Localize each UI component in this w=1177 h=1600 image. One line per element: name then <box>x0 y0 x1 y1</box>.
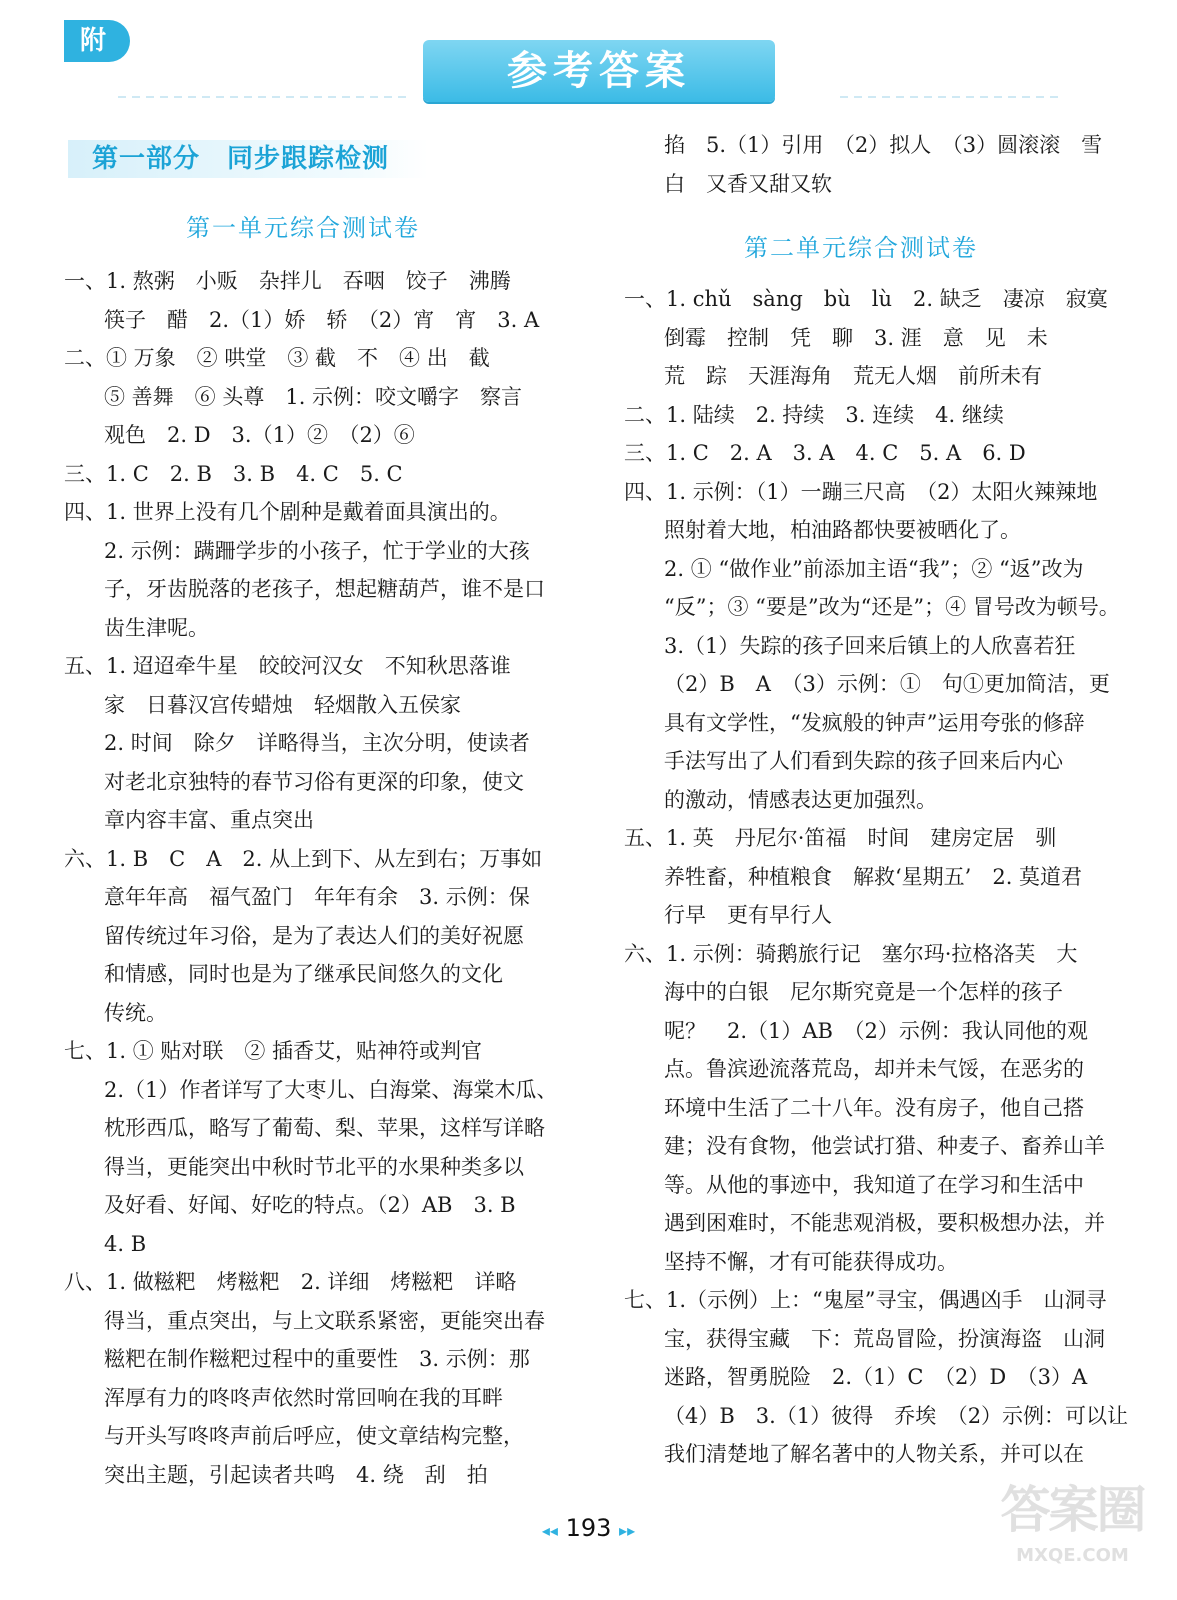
answer-line: 得当，更能突出中秋时节北平的水果种类多以 <box>104 1154 524 1179</box>
answer-line: （2）B A （3）示例：① 句①更加简洁，更 <box>664 672 1110 696</box>
answer-line: 及好看、好闻、好吃的特点。（2）AB 3. B <box>104 1193 516 1217</box>
answer-line: 和情感，同时也是为了继承民间悠久的文化 <box>104 962 503 986</box>
answer-line: 三、1. C 2. A 3. A 4. C 5. A 6. D <box>624 441 1026 465</box>
answer-line: 糍粑在制作糍粑过程中的重要性 3. 示例：那 <box>104 1347 530 1371</box>
answer-line: 意年年高 福气盈门 年年有余 3. 示例：保 <box>104 885 530 909</box>
answer-line: 章内容丰富、重点突出 <box>104 808 314 832</box>
prev-arrows-icon: ◂◂ <box>541 1521 558 1540</box>
answer-line: “反”；③ “要是”改为“还是”；④ 冒号改为顿号。 <box>664 595 1120 619</box>
page-title: 参考答案 <box>507 48 691 94</box>
left-column <box>64 262 576 1494</box>
right-top-column <box>624 126 1136 203</box>
answer-line: 子，牙齿脱落的老孩子，想起糖葫芦，谁不是口 <box>104 577 545 601</box>
answer-line: 与开头写咚咚声前后呼应，使文章结构完整， <box>104 1424 524 1448</box>
right-column <box>624 280 1136 1474</box>
answer-line: 掐 5.（1）引用 （2）拟人 （3）圆滚滚 雪 <box>664 133 1103 157</box>
answer-line: 突出主题，引起读者共鸣 4. 绕 刮 拍 <box>104 1462 488 1487</box>
answer-line: 等。从他的事迹中，我知道了在学习和生活中 <box>664 1172 1084 1197</box>
answer-line: 照射着大地，柏油路都快要被晒化了。 <box>664 518 1021 542</box>
answer-line: 2.（1）作者详写了大枣儿、白海棠、海棠木瓜、 <box>104 1077 558 1102</box>
answer-line: 传统。 <box>104 1000 167 1025</box>
answer-line: （4）B 3.（1）彼得 乔埃 （2）示例：可以让 <box>664 1403 1129 1428</box>
answer-line: 行早 更有早行人 <box>664 903 832 927</box>
answer-line: 浑厚有力的咚咚声依然时常回响在我的耳畔 <box>104 1385 503 1410</box>
answer-line: 八、1. 做糍粑 烤糍粑 2. 详细 烤糍粑 详略 <box>64 1270 517 1294</box>
answer-line: 齿生津呢。 <box>104 615 209 640</box>
watermark-site: MXQE.COM <box>1016 1545 1129 1566</box>
answer-line: 观色 2. D 3.（1）② （2）⑥ <box>104 423 415 447</box>
answer-line: 迷路，智勇脱险 2.（1）C （2）D （3）A <box>664 1365 1088 1389</box>
answer-line: 点。鲁滨逊流落荒岛，却并未气馁，在恶劣的 <box>664 1057 1084 1081</box>
answer-line: 二、① 万象 ② 哄堂 ③ 截 不 ④ 出 截 <box>64 346 490 370</box>
answer-line: 2. 时间 除夕 详略得当，主次分明，使读者 <box>104 731 530 755</box>
answer-line: 海中的白银 尼尔斯究竟是一个怎样的孩子 <box>664 980 1063 1004</box>
answer-line: 4. B <box>104 1231 147 1256</box>
answer-line: 五、1. 英 丹尼尔·笛福 时间 建房定居 驯 <box>624 826 1057 850</box>
answer-line: 坚持不懈，才有可能获得成功。 <box>664 1249 958 1274</box>
answer-line: 我们清楚地了解名著中的人物关系，并可以在 <box>664 1442 1084 1466</box>
unit1-heading: 第一单元综合测试卷 <box>186 214 420 242</box>
answer-line: 筷子 醋 2.（1）娇 轿 （2）宵 宵 3. A <box>104 307 540 332</box>
answer-line: 对老北京独特的春节习俗有更深的印象，使文 <box>104 769 524 794</box>
answer-line: 3.（1）失踪的孩子回来后镇上的人欣喜若狂 <box>664 633 1076 658</box>
answer-line: 二、1. 陆续 2. 持续 3. 连续 4. 继续 <box>624 402 1004 427</box>
answer-line: 家 日暮汉宫传蜡烛 轻烟散入五侯家 <box>104 692 461 717</box>
answer-line: 四、1. 世界上没有几个剧种是戴着面具演出的。 <box>64 500 511 524</box>
page-number-text: 193 <box>565 1514 612 1542</box>
answer-line: 四、1. 示例：（1）一蹦三尺高 （2）太阳火辣辣地 <box>624 479 1098 504</box>
unit2-heading: 第二单元综合测试卷 <box>744 234 978 262</box>
answer-line: 具有文学性，“发疯般的钟声”运用夸张的修辞 <box>664 710 1085 735</box>
answer-line: 五、1. 迢迢牵牛星 皎皎河汉女 不知秋思落谁 <box>64 654 511 678</box>
answer-line: 七、1.（示例）上：“鬼屋”寻宝，偶遇凶手 山洞寻 <box>624 1288 1107 1312</box>
answer-line: 环境中生活了二十八年。没有房子，他自己搭 <box>664 1095 1084 1120</box>
part-heading-text: 第一部分 同步跟踪检测 <box>92 144 390 174</box>
answer-line: 六、1. B C A 2. 从上到下、从左到右；万事如 <box>64 846 543 871</box>
title-rule-right <box>840 96 1060 98</box>
answer-line: 建；没有食物，他尝试打猎、种麦子、畜养山羊 <box>664 1134 1105 1158</box>
watermark <box>980 1475 1165 1595</box>
answer-line: 三、1. C 2. B 3. B 4. C 5. C <box>64 461 403 486</box>
title-band <box>423 40 775 102</box>
answer-line: 呢？ 2.（1）AB （2）示例：我认同他的观 <box>664 1018 1088 1043</box>
answer-line: 一、1. 熬粥 小贩 杂拌儿 吞咽 饺子 沸腾 <box>64 269 511 293</box>
answer-line: 六、1. 示例：骑鹅旅行记 塞尔玛·拉格洛芙 大 <box>624 941 1078 966</box>
answer-line: 养牲畜，种植粮食 解救‘星期五’ 2. 莫道君 <box>664 864 1083 889</box>
watermark-logo: 答案圈 <box>1000 1481 1145 1539</box>
answer-line: ⑤ 善舞 ⑥ 头尊 1. 示例：咬文嚼字 察言 <box>104 384 523 409</box>
answer-line: 倒霉 控制 凭 聊 3. 涯 意 见 未 <box>664 325 1048 350</box>
answer-line: 留传统过年习俗，是为了表达人们的美好祝愿 <box>104 923 524 948</box>
answer-line: 得当，重点突出，与上文联系紧密，更能突出春 <box>104 1308 545 1333</box>
appendix-tab: 附 <box>64 20 130 62</box>
title-rule-left <box>118 96 408 98</box>
answer-line: 的激动，情感表达更加强烈。 <box>664 787 937 812</box>
answer-line: 白 又香又甜又软 <box>664 171 832 196</box>
answer-line: 宝，获得宝藏 下：荒岛冒险，扮演海盗 山洞 <box>664 1326 1105 1351</box>
answer-line: 手法写出了人们看到失踪的孩子回来后内心 <box>664 749 1063 773</box>
next-arrows-icon: ▸▸ <box>619 1521 636 1540</box>
answer-line: 一、1. chǔ sàng bù lù 2. 缺乏 凄凉 寂寞 <box>624 287 1108 311</box>
answer-line: 2. ① “做作业”前添加主语“我”；② “返”改为 <box>664 556 1084 581</box>
answer-line: 遇到困难时，不能悲观消极，要积极想办法，并 <box>664 1211 1105 1235</box>
answer-line: 枕形西瓜，略写了葡萄、梨、苹果，这样写详略 <box>104 1116 545 1140</box>
answer-line: 荒 踪 天涯海角 荒无人烟 前所未有 <box>664 364 1042 388</box>
part-heading <box>68 140 428 178</box>
answer-line: 2. 示例：蹒跚学步的小孩子，忙于学业的大孩 <box>104 538 530 563</box>
answer-line: 七、1. ① 贴对联 ② 插香艾，贴神符或判官 <box>64 1039 483 1063</box>
